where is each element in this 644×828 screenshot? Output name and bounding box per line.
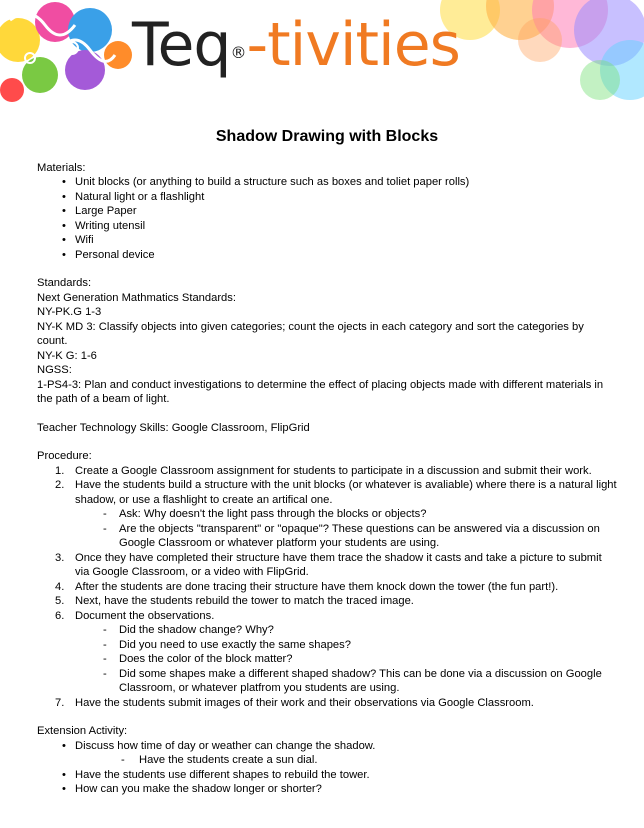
step-number: 4. [55,580,65,593]
list-item: • How can you make the shadow longer or shorter? [75,782,617,797]
sub-item: - Ask: Why doesn't the light pass through the blocks or objects? [119,507,617,522]
procedure-step [55,609,617,696]
procedure-heading: Procedure: [37,450,92,462]
ngms-heading: Next Generation Mathmatics Standards: [37,291,236,304]
step-text: Once they have completed their structure have them trace the shadow it casts and take a picture to submit via Google Classroom, or a video with FlipGrid. [75,551,602,578]
step-text: After the students are done tracing their structure have them knock down the tower (the fun part!). [75,580,559,593]
step-text: Have the students build a structure with the unit blocks (or whatever is avaliable) where there is a natural light shadow, or use a flashlight to create an artifical one. [75,479,617,506]
list-item: • Natural light or a flashlight [75,190,617,205]
step-text: Document the observations. [75,609,215,622]
extension-item: Discuss how time of day or weather can change the shadow. [75,739,376,752]
step-number: 7. [55,696,65,709]
tech-skills: Teacher Technology Skills: Google Classroom, FlipGrid [37,421,310,434]
sub-list [75,753,617,768]
list-item: • Writing utensil [75,219,617,234]
sub-item: - Did some shapes make a different shaped shadow? This can be done via a discussion on Google Classroom, or whatever platfrom you students are using. [119,667,617,696]
step-text: Next, have the students rebuild the tower to match the traced image. [75,595,414,607]
logo-part2: -tivities [246,10,460,80]
step-number: 1. [55,464,65,477]
ngss-heading: NGSS: [37,364,72,376]
materials-list [37,175,617,262]
standard-line: NY-K MD 3: Classify objects into given categories; count the ojects in each category and sort the categories by count. [37,320,584,347]
extension-heading: Extension Activity: [37,725,128,737]
list-item: • Wifi [75,233,617,248]
materials-heading: Materials: [37,161,86,174]
procedure-step [55,478,617,551]
page-title: Shadow Drawing with Blocks [215,128,439,145]
header-banner [0,0,644,112]
sub-list [75,507,617,551]
sub-item: - Did the shadow change? Why? [119,623,617,638]
procedure-step [55,696,617,711]
step-number: 2. [55,479,65,491]
list-item: • Have the students use different shapes to rebuild the tower. [75,768,617,783]
list-item: • Personal device [75,248,617,263]
sub-item: - Does the color of the block matter? [119,652,617,667]
step-number: 3. [55,551,65,564]
logo-registered-mark: ® [230,43,247,62]
sub-item: - Are the objects "transparent" or "opaque"? These questions can be answered via a discussion on Google Classroom or whatever platform your students are using. [119,522,617,551]
list-item: • Unit blocks (or anything to build a structure such as boxes and toliet paper rolls) [75,175,617,190]
sub-item: - Did you need to use exactly the same shapes? [119,638,617,653]
procedure-list [37,464,617,711]
list-item: • Large Paper [75,204,617,219]
sub-item: - Have the students create a sun dial. [139,753,617,768]
step-text: Create a Google Classroom assignment for students to participate in a discussion and submit their work. [75,464,592,477]
step-number: 6. [55,609,65,622]
teq-logo [132,4,460,86]
procedure-step [55,551,617,580]
document-body [37,120,617,797]
list-item [75,739,617,768]
standards-heading: Standards: [37,277,92,289]
standard-line: NY-PK.G 1-3 [37,306,102,318]
procedure-step [55,580,617,595]
logo-part1: Teq [132,10,231,80]
procedure-step [55,464,617,479]
step-number: 5. [55,595,65,607]
procedure-step [55,594,617,609]
extension-list [37,739,617,797]
sub-list [75,623,617,696]
standard-line: 1-PS4-3: Plan and conduct investigations to determine the effect of placing objects made with different materials in the path of a beam of light. [37,378,604,405]
step-text: Have the students submit images of their work and their observations via Google Classroom. [75,696,534,709]
standard-line: NY-K G: 1-6 [37,349,97,362]
